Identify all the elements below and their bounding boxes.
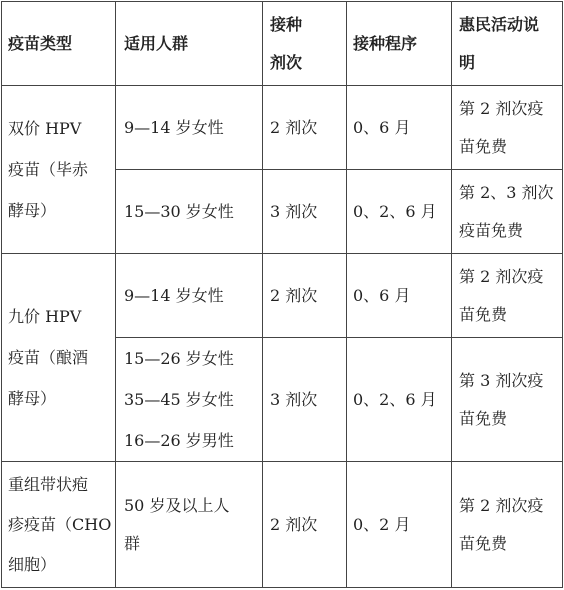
header-doses-line1: 接种: [270, 14, 303, 34]
header-promo: [452, 2, 563, 86]
promo-line: 第 2、3 剂次: [459, 182, 554, 202]
population-cell: 9—14 岁女性: [116, 86, 263, 170]
table-row: [2, 86, 563, 170]
population-line: 35—45 岁女性: [124, 390, 234, 409]
population-line: 50 岁及以上人: [124, 495, 230, 515]
table-row: [2, 254, 563, 338]
promo-cell: [452, 170, 563, 254]
table-row: [2, 462, 563, 588]
promo-line: 苗免费: [459, 304, 508, 324]
schedule-cell: 0、2、6 月: [347, 170, 452, 254]
vaccine-type-line: 重组带状疱: [8, 474, 89, 494]
population-cell: 9—14 岁女性: [116, 254, 263, 338]
promo-line: 第 2 剂次疫: [459, 98, 544, 118]
population-line: 15—26 岁女性: [124, 349, 234, 368]
schedule-cell: 0、6 月: [347, 86, 452, 170]
vaccine-type-line: 九价 HPV: [8, 307, 82, 326]
table-header-row: [2, 2, 563, 86]
doses-cell: 2 剂次: [263, 86, 347, 170]
vaccine-type-line: 疫苗（毕赤: [8, 160, 89, 179]
population-line: 群: [124, 533, 141, 553]
header-population: 适用人群: [116, 2, 263, 86]
promo-line: 苗免费: [459, 533, 508, 553]
vaccine-type-line: 酵母）: [8, 389, 57, 408]
promo-line: 苗免费: [459, 408, 508, 428]
promo-line: 苗免费: [459, 136, 508, 156]
promo-cell: [452, 254, 563, 338]
population-cell: [116, 338, 263, 462]
doses-cell: 3 剂次: [263, 170, 347, 254]
schedule-cell: 0、6 月: [347, 254, 452, 338]
vaccine-type-bivalent: [2, 86, 116, 254]
vaccine-type-line: 细胞）: [8, 554, 57, 574]
population-cell: [116, 462, 263, 588]
vaccine-type-line: 疫苗（酿酒: [8, 348, 89, 367]
promo-cell: [452, 86, 563, 170]
promo-cell: [452, 338, 563, 462]
vaccine-type-line: 酵母）: [8, 201, 57, 220]
vaccine-type-zoster: [2, 462, 116, 588]
promo-line: 第 2 剂次疫: [459, 495, 544, 515]
population-cell: 15—30 岁女性: [116, 170, 263, 254]
header-vaccine-type: 疫苗类型: [2, 2, 116, 86]
promo-line: 第 2 剂次疫: [459, 266, 544, 286]
header-promo-line1: 惠民活动说: [459, 14, 540, 34]
header-schedule: 接种程序: [347, 2, 452, 86]
schedule-cell: 0、2 月: [347, 462, 452, 588]
doses-cell: 2 剂次: [263, 462, 347, 588]
vaccine-type-nonavalent: [2, 254, 116, 462]
vaccine-type-line: 双价 HPV: [8, 119, 82, 138]
header-promo-line2: 明: [459, 52, 476, 72]
promo-cell: [452, 462, 563, 588]
header-doses: [263, 2, 347, 86]
header-doses-line2: 剂次: [270, 52, 303, 72]
promo-line: 疫苗免费: [459, 220, 524, 240]
doses-cell: 2 剂次: [263, 254, 347, 338]
schedule-cell: 0、2、6 月: [347, 338, 452, 462]
promo-line: 第 3 剂次疫: [459, 370, 544, 390]
vaccine-type-line: 疹疫苗（CHO: [8, 514, 112, 534]
vaccine-table: [1, 1, 563, 588]
population-line: 16—26 岁男性: [124, 431, 234, 450]
doses-cell: 3 剂次: [263, 338, 347, 462]
